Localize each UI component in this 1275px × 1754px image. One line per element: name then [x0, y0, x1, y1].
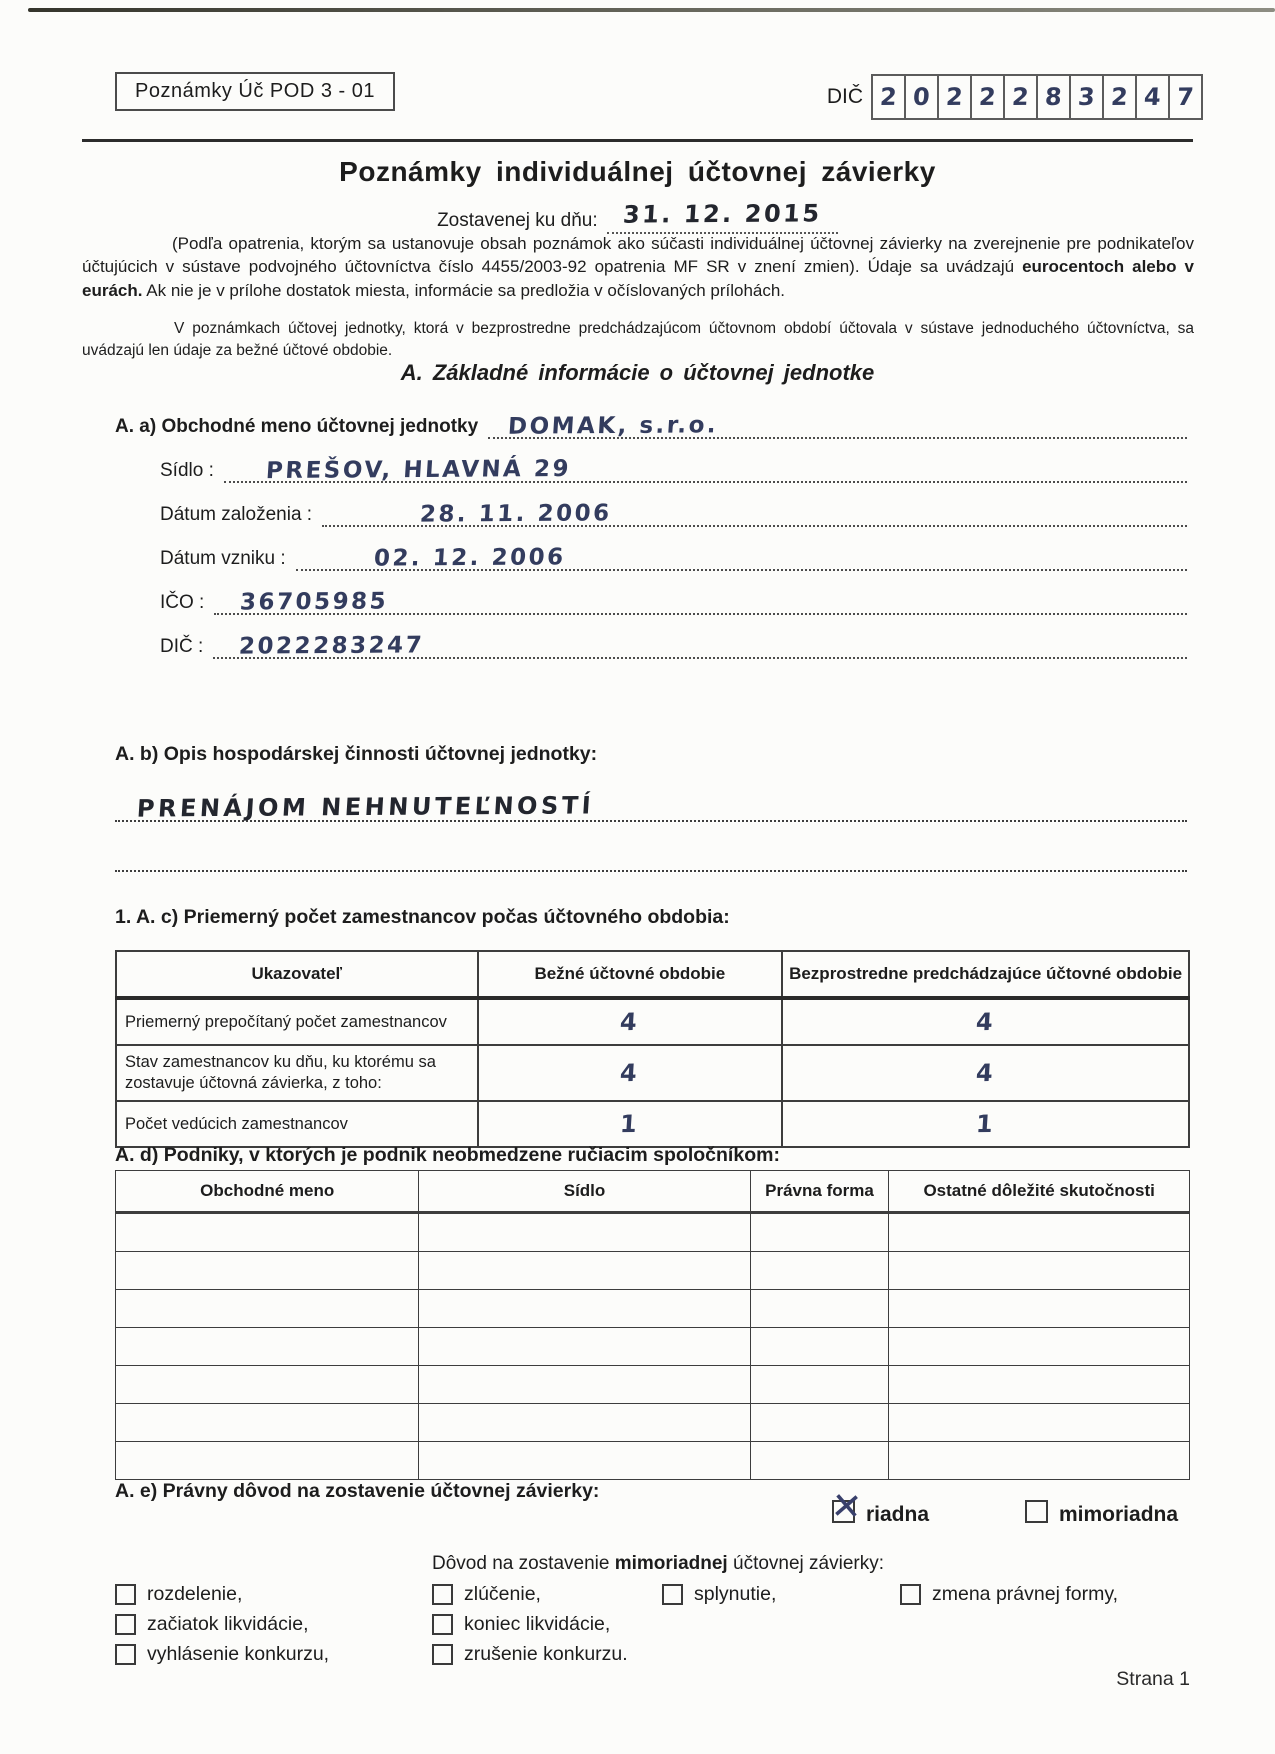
empty-cell[interactable] — [419, 1442, 750, 1480]
form-header — [115, 72, 1203, 120]
checkbox-rozdelenie[interactable]: rozdelenie, — [115, 1583, 432, 1606]
empty-cell[interactable] — [419, 1328, 750, 1366]
mimoriadna-checkbox[interactable] — [1025, 1500, 1048, 1523]
employees-previous-cell[interactable]: 1 — [782, 1101, 1189, 1147]
empty-cell[interactable] — [889, 1442, 1190, 1480]
employees-header-indicator: Ukazovateľ — [116, 951, 478, 998]
table-row — [116, 1213, 1190, 1252]
companies-header-name: Obchodné meno — [116, 1171, 419, 1213]
checkbox-zaciatok-likvidacie[interactable]: začiatok likvidácie, — [115, 1613, 432, 1636]
empty-cell[interactable] — [419, 1404, 750, 1442]
field-ico: IČO : 36705985 — [160, 582, 1187, 615]
dic-value-field[interactable]: 2022283247 — [213, 624, 1187, 659]
table-row — [116, 1366, 1190, 1404]
empty-cell[interactable] — [750, 1290, 889, 1328]
handwritten-x-mark: ✕ — [829, 1483, 864, 1530]
business-name-field[interactable]: DOMAK, s.r.o. — [488, 404, 1187, 439]
dic-digit-cell: 2 — [937, 74, 972, 120]
empty-cell[interactable] — [116, 1290, 419, 1328]
dic-digit-boxes[interactable] — [873, 74, 1203, 120]
empty-cell[interactable] — [419, 1213, 750, 1252]
empty-cell[interactable] — [750, 1404, 889, 1442]
dic-digit-cell: 3 — [1069, 74, 1104, 120]
page-number: Strana 1 — [1116, 1668, 1190, 1690]
employees-section-heading: 1. A. c) Priemerný počet zamestnancov počas účtovného obdobia: — [115, 906, 730, 928]
employees-table-header-row — [116, 951, 1189, 998]
zrusenie-konkurzu-checkbox[interactable] — [432, 1644, 453, 1665]
field-business-name: A. a) Obchodné meno účtovnej jednotky DOMAK, s.r.o. — [115, 406, 1187, 439]
section-b-heading: A. b) Opis hospodárskej činnosti účtovnej jednotky: — [115, 743, 598, 765]
empty-cell[interactable] — [116, 1328, 419, 1366]
dic-field — [827, 74, 1203, 120]
form-code-box: Poznámky Úč POD 3 - 01 — [115, 72, 395, 111]
table-row — [116, 1404, 1190, 1442]
table-row — [116, 1442, 1190, 1480]
checkbox-riadna[interactable] — [829, 1483, 930, 1530]
companies-header-office: Sídlo — [419, 1171, 750, 1213]
empty-cell[interactable] — [116, 1213, 419, 1252]
dic-digit-cell: 8 — [1036, 74, 1071, 120]
employees-table — [115, 950, 1190, 1148]
empty-cell[interactable] — [889, 1290, 1190, 1328]
compiled-date-label: Zostavenej ku dňu: — [437, 210, 598, 231]
registered-office-field[interactable]: PREŠOV, HLAVNÁ 29 — [224, 448, 1187, 483]
intro-paragraph-1: (Podľa opatrenia, ktorým sa ustanovuje obsah poznámok ako súčasti individuálnej účtovnej závierky na zverejnenie pre podnikateľov účtujúcich v sústave podvojného účtovníctva číslo 4455/2003-92 opatrenia MF SR v znení zmien). Údaje sa uvádzajú eurocentoch alebo v eurách. Ak nie je v prílohe dostatok miesta, informácie sa predložia v očíslovaných prílohách. — [82, 234, 1194, 300]
zaciatok-likvidacie-checkbox[interactable] — [115, 1614, 136, 1635]
zmena-pravnej-formy-checkbox[interactable] — [900, 1584, 921, 1605]
basic-info-fields — [115, 406, 1187, 670]
checkbox-vyhlasenie-konkurzu[interactable]: vyhlásenie konkurzu, — [115, 1643, 432, 1666]
empty-cell[interactable] — [750, 1442, 889, 1480]
empty-cell[interactable] — [116, 1442, 419, 1480]
employees-current-cell[interactable]: 4 — [478, 998, 783, 1045]
activity-description-field-2[interactable] — [115, 832, 1187, 872]
employees-current-cell[interactable]: 1 — [478, 1101, 783, 1147]
empty-cell[interactable] — [419, 1290, 750, 1328]
field-foundation-date: Dátum založenia : 28. 11. 2006 — [160, 494, 1187, 527]
empty-cell[interactable] — [750, 1366, 889, 1404]
employees-previous-cell[interactable]: 4 — [782, 998, 1189, 1045]
ico-field[interactable]: 36705985 — [214, 580, 1187, 615]
checkbox-zrusenie-konkurzu[interactable]: zrušenie konkurzu. — [432, 1643, 662, 1666]
companies-section-heading: A. d) Podniky, v ktorých je podnik neobmedzene ručiacim spoločníkom: — [115, 1144, 780, 1166]
empty-cell[interactable] — [889, 1328, 1190, 1366]
dic-label: DIČ — [826, 85, 863, 108]
companies-table-header-row — [116, 1171, 1190, 1213]
table-row: Priemerný prepočítaný počet zamestnancov 4 4 — [116, 998, 1189, 1045]
employees-header-previous: Bezprostredne predchádzajúce účtovné obdobie — [782, 951, 1189, 998]
companies-table — [115, 1170, 1190, 1480]
dic-digit-cell: 4 — [1135, 74, 1170, 120]
extraordinary-reason-heading: Dôvod na zostavenie mimoriadnej účtovnej závierky: — [432, 1553, 885, 1574]
checkbox-zmena-pravnej-formy[interactable]: zmena právnej formy, — [900, 1583, 1187, 1606]
checkbox-koniec-likvidacie[interactable]: koniec likvidácie, — [432, 1613, 662, 1636]
dic-digit-cell: 2 — [1003, 74, 1038, 120]
employees-header-current: Bežné účtovné obdobie — [478, 951, 783, 998]
dic-digit-cell: 2 — [970, 74, 1005, 120]
activity-description-value: PRENÁJOM NEHNUTEĽNOSTÍ — [136, 791, 595, 823]
table-row: Počet vedúcich zamestnancov 1 1 — [116, 1101, 1189, 1147]
activity-description-field[interactable] — [115, 782, 1187, 822]
zlucenie-checkbox[interactable] — [432, 1584, 453, 1605]
legal-reason-heading: A. e) Právny dôvod na zostavenie účtovnej závierky: — [115, 1480, 600, 1502]
field-registered-office: Sídlo : PREŠOV, HLAVNÁ 29 — [160, 450, 1187, 483]
dic-digit-cell: 0 — [904, 74, 939, 120]
companies-header-legal-form: Právna forma — [750, 1171, 889, 1213]
header-divider — [82, 139, 1193, 142]
field-dic: DIČ : 2022283247 — [160, 626, 1187, 659]
incorporation-date-field[interactable]: 02. 12. 2006 — [296, 536, 1187, 571]
page-title: Poznámky individuálnej účtovnej závierky — [339, 156, 936, 187]
dic-digit-cell: 7 — [1168, 74, 1203, 120]
section-a-heading: A. Základné informácie o účtovnej jednotke — [400, 360, 875, 385]
empty-cell[interactable] — [889, 1213, 1190, 1252]
compiled-date-field[interactable] — [607, 199, 838, 234]
scan-artifact-line — [28, 8, 1275, 12]
mimoriadna-label: mimoriadna — [1059, 1502, 1179, 1526]
checkbox-splynutie[interactable]: splynutie, — [662, 1583, 900, 1606]
intro-paragraph-2: V poznámkach účtovej jednotky, ktorá v bezprostredne predchádzajúcom účtovnom období účtovala v sústave jednoduchého účtovníctva, sa uvádzajú len údaje za bežné účtové obdobie. — [82, 320, 1194, 359]
empty-cell[interactable] — [419, 1366, 750, 1404]
rozdelenie-checkbox[interactable] — [115, 1584, 136, 1605]
koniec-likvidacie-checkbox[interactable] — [432, 1614, 453, 1635]
dic-digit-cell: 2 — [871, 74, 906, 120]
empty-cell[interactable] — [750, 1213, 889, 1252]
companies-header-other: Ostatné dôležité skutočnosti — [889, 1171, 1190, 1213]
empty-cell[interactable] — [889, 1404, 1190, 1442]
checkbox-mimoriadna[interactable] — [1025, 1500, 1178, 1529]
foundation-date-field[interactable]: 28. 11. 2006 — [322, 492, 1187, 527]
field-incorporation-date: Dátum vzniku : 02. 12. 2006 — [160, 538, 1187, 571]
reason-checkbox-grid — [115, 1583, 1187, 1666]
empty-cell[interactable] — [750, 1328, 889, 1366]
employees-current-cell[interactable]: 4 — [478, 1045, 783, 1101]
checkbox-zlucenie[interactable]: zlúčenie, — [432, 1583, 662, 1606]
splynutie-checkbox[interactable] — [662, 1584, 683, 1605]
empty-cell[interactable] — [889, 1252, 1190, 1290]
dic-digit-cell: 2 — [1102, 74, 1137, 120]
empty-cell[interactable] — [116, 1366, 419, 1404]
empty-cell[interactable] — [750, 1252, 889, 1290]
table-row — [116, 1252, 1190, 1290]
employees-previous-cell[interactable]: 4 — [782, 1045, 1189, 1101]
riadna-label: riadna — [866, 1502, 930, 1526]
empty-cell[interactable] — [116, 1404, 419, 1442]
empty-cell[interactable] — [116, 1252, 419, 1290]
table-row — [116, 1328, 1190, 1366]
compiled-date-line — [0, 199, 1275, 234]
empty-cell[interactable] — [889, 1366, 1190, 1404]
table-row: Stav zamestnancov ku dňu, ku ktorému sa zostavuje účtovná závierka, z toho: 4 4 — [116, 1045, 1189, 1101]
companies-table-body — [116, 1213, 1190, 1480]
table-row — [116, 1290, 1190, 1328]
compiled-date-value: 31. 12. 2015 — [622, 199, 823, 229]
empty-cell[interactable] — [419, 1252, 750, 1290]
vyhlasenie-konkurzu-checkbox[interactable] — [115, 1644, 136, 1665]
